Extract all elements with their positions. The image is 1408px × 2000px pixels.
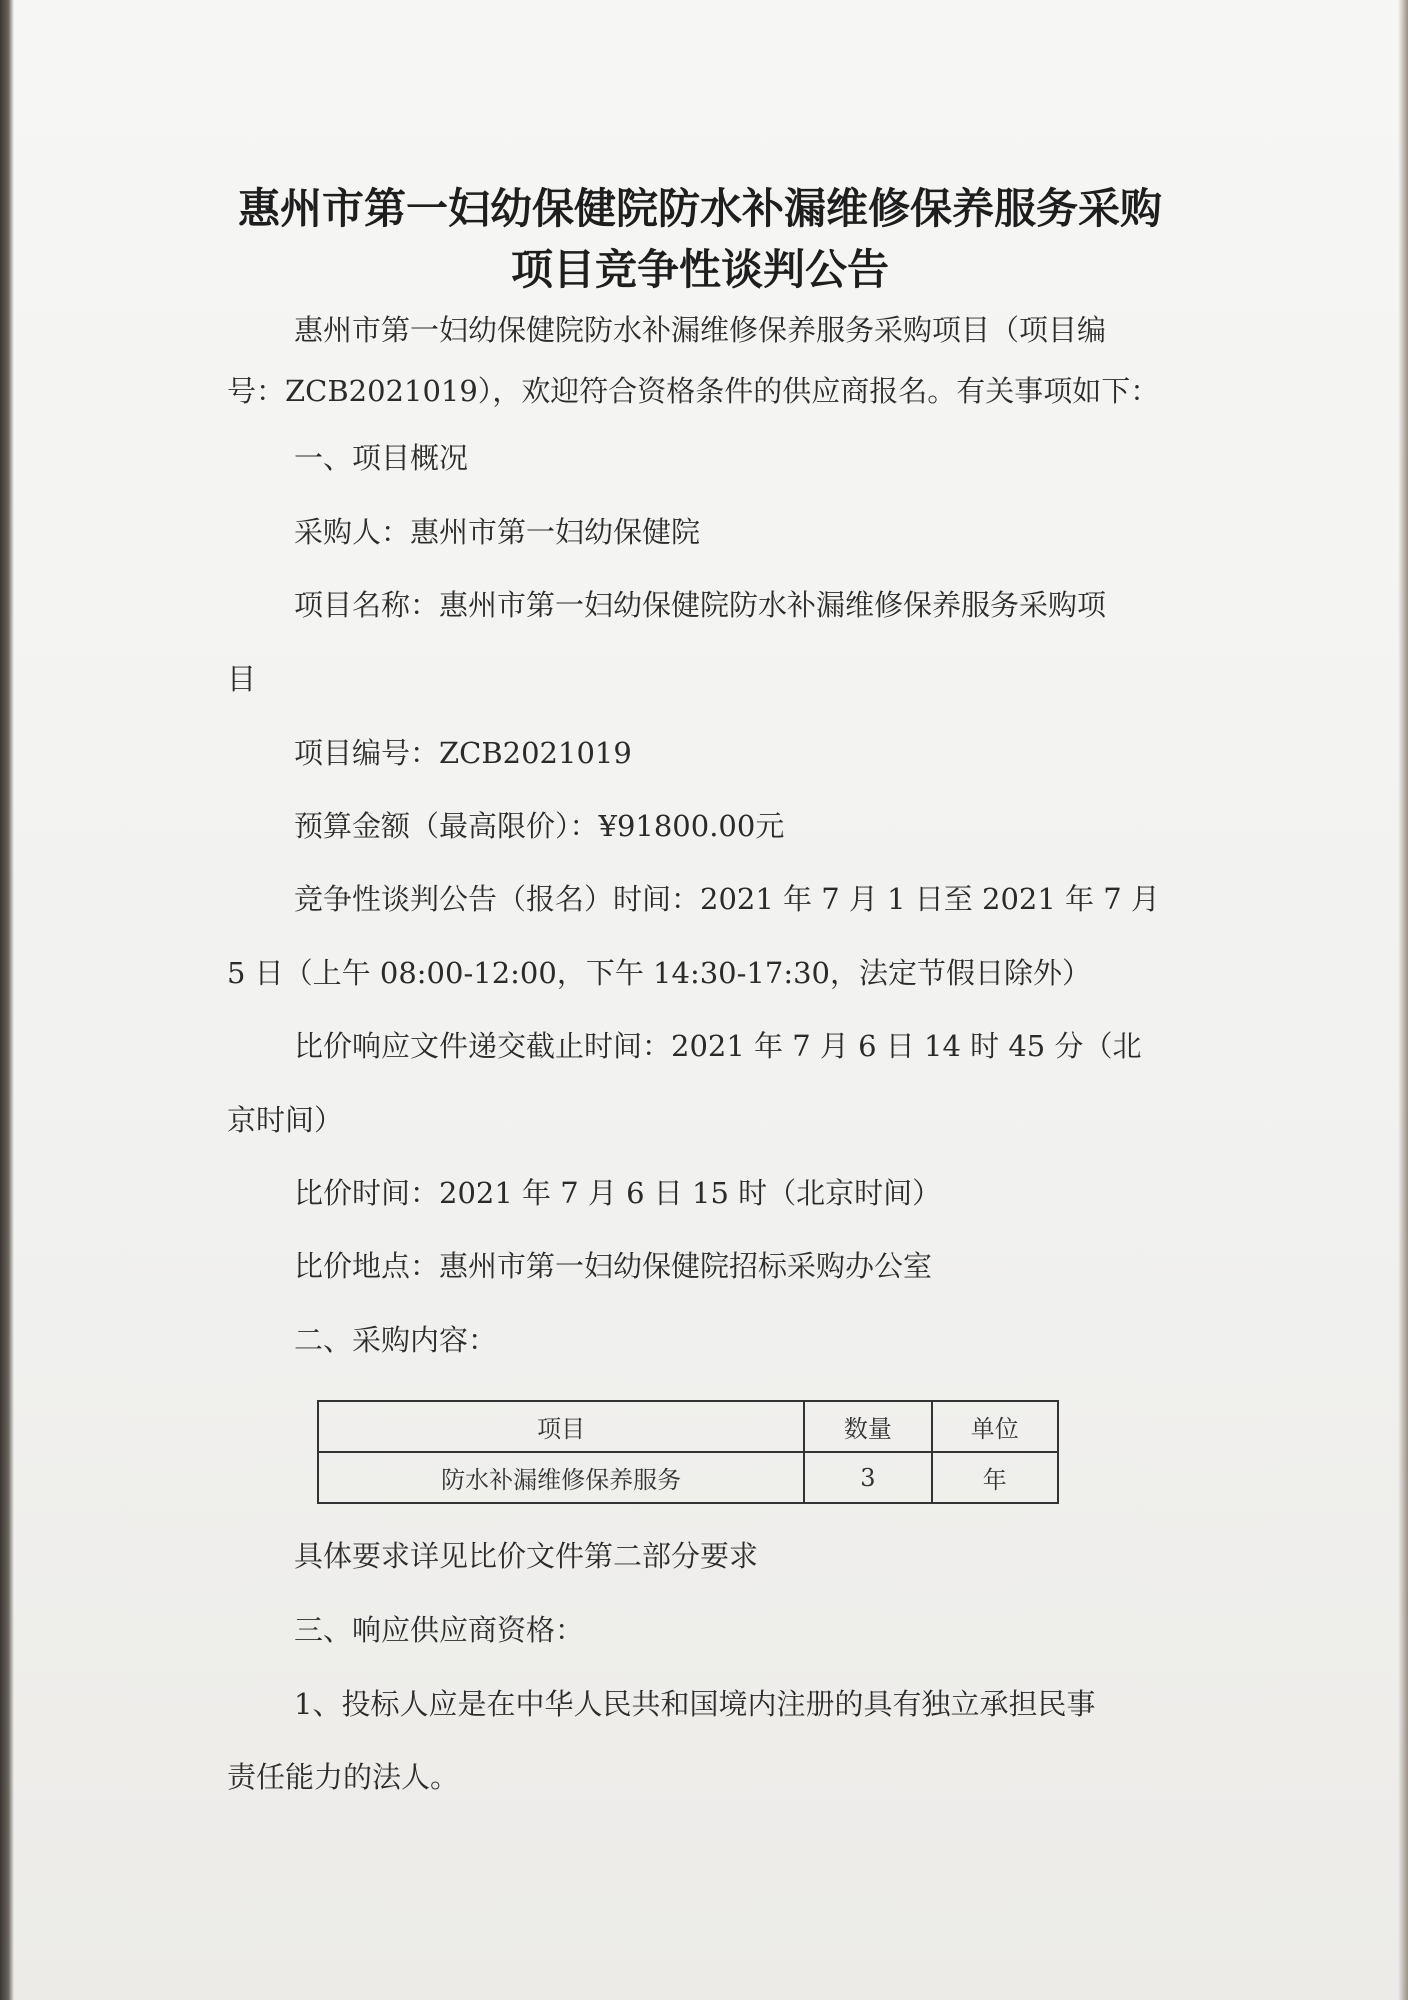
table-header-unit: 单位 bbox=[932, 1401, 1058, 1452]
deadline-line-2: 京时间） bbox=[227, 1103, 344, 1137]
document-title-line-1: 惠州市第一妇幼保健院防水补漏维修保养服务采购 bbox=[237, 184, 1162, 233]
section-1-heading: 一、项目概况 bbox=[294, 441, 469, 475]
announce-time-line-1: 竞争性谈判公告（报名）时间：2021 年 7 月 1 日至 2021 年 7 月 bbox=[294, 882, 1160, 916]
qualification-item-1-line-1: 1、投标人应是在中华人民共和国境内注册的具有独立承担民事 bbox=[294, 1687, 1096, 1721]
qualification-item-1-line-2: 责任能力的法人。 bbox=[227, 1760, 460, 1794]
section-2-heading: 二、采购内容： bbox=[294, 1323, 498, 1357]
section-3-heading: 三、响应供应商资格： bbox=[294, 1613, 585, 1647]
table-header-quantity: 数量 bbox=[804, 1401, 931, 1452]
procurement-table bbox=[317, 1400, 1059, 1504]
intro-line-2: 号：ZCB2021019），欢迎符合资格条件的供应商报名。有关事项如下： bbox=[227, 374, 1160, 408]
project-name-line-2: 目 bbox=[227, 662, 257, 696]
table-cell-quantity: 3 bbox=[804, 1452, 931, 1503]
project-number-line: 项目编号：ZCB2021019 bbox=[294, 736, 632, 770]
table-cell-item: 防水补漏维修保养服务 bbox=[318, 1452, 804, 1503]
budget-line: 预算金额（最高限价）：¥91800.00元 bbox=[294, 809, 785, 843]
table-header-row bbox=[318, 1401, 1058, 1452]
document-title-line-2: 项目竞争性谈判公告 bbox=[510, 245, 889, 294]
deadline-line-1: 比价响应文件递交截止时间：2021 年 7 月 6 日 14 时 45 分（北 bbox=[294, 1029, 1142, 1063]
compare-place-line: 比价地点：惠州市第一妇幼保健院招标采购办公室 bbox=[294, 1249, 933, 1283]
purchaser-line: 采购人：惠州市第一妇幼保健院 bbox=[294, 515, 701, 549]
page-right-shadow bbox=[1398, 0, 1408, 2000]
announce-time-line-2: 5 日（上午 08:00-12:00，下午 14:30-17:30，法定节假日除外） bbox=[227, 956, 1091, 990]
page-left-shadow bbox=[0, 0, 14, 2000]
intro-line-1: 惠州市第一妇幼保健院防水补漏维修保养服务采购项目（项目编 bbox=[294, 313, 1107, 347]
table-header-item: 项目 bbox=[318, 1401, 804, 1452]
table-row bbox=[318, 1452, 1058, 1503]
compare-time-line: 比价时间：2021 年 7 月 6 日 15 时（北京时间） bbox=[294, 1176, 942, 1210]
project-name-line-1: 项目名称：惠州市第一妇幼保健院防水补漏维修保养服务采购项 bbox=[294, 588, 1107, 622]
table-cell-unit: 年 bbox=[932, 1452, 1058, 1503]
requirements-note: 具体要求详见比价文件第二部分要求 bbox=[294, 1539, 759, 1573]
